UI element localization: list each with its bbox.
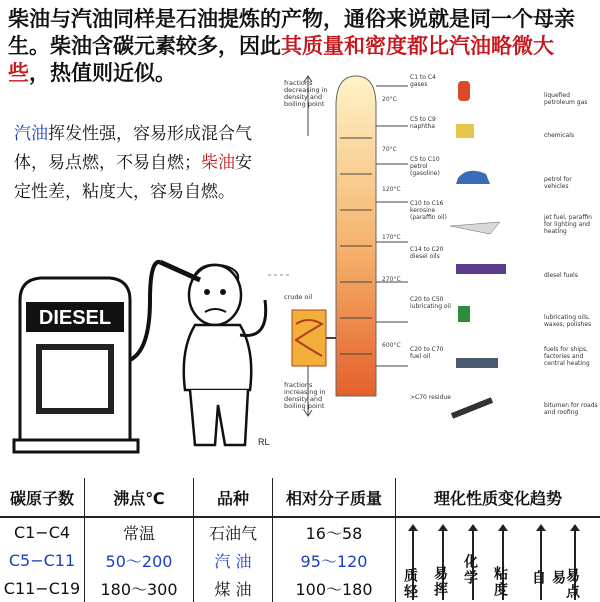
temp-270: 270°C xyxy=(382,276,401,283)
temp-120: 120°C xyxy=(382,186,401,193)
trend-3: 化学 xyxy=(460,554,480,586)
intro-part1: 柴油与汽油同样是石油提炼的产物，通俗来说就是同一个母亲生。柴油含碳元素较多，因此 xyxy=(8,7,575,58)
header-boiling: 沸点℃ xyxy=(85,478,194,517)
trend-4: 粘度 xyxy=(490,566,510,598)
gasoline-description: 挥发性强，容易形成混合气体，易点燃，不易自燃； xyxy=(14,124,252,173)
fractions-decreasing-label: fractions decreasing in density and boiling point xyxy=(284,80,328,108)
trend-5: 易自 xyxy=(528,570,568,600)
petroleum-properties-table xyxy=(0,478,600,602)
temp-20: 20°C xyxy=(382,96,397,103)
fraction-gases: C1 to C4 gases xyxy=(410,74,454,88)
table-header-row xyxy=(0,478,600,517)
use-jet-fuel: jet fuel, paraffin for lighting and heating xyxy=(544,214,598,235)
cell-mass: 95～120 xyxy=(273,546,396,574)
diesel-description: 安定性差，粘度大，容易自燃。 xyxy=(14,153,252,202)
cell-mass: 16～58 xyxy=(273,517,396,546)
product-icons xyxy=(450,81,506,416)
header-mass: 相对分子质量 xyxy=(273,478,396,517)
fraction-petrol: C5 to C10 petrol (gasoline) xyxy=(410,156,454,177)
header-trend: 理化性质变化趋势 xyxy=(396,478,600,517)
cell-carbon: C1−C4 xyxy=(0,517,85,546)
use-petrol: petrol for vehicles xyxy=(544,176,598,190)
fuel-comparison-note xyxy=(14,120,264,207)
temp-600: 600°C xyxy=(382,342,401,349)
trend-1: 质轻 xyxy=(400,568,420,600)
cell-carbon: C11−C19 xyxy=(0,574,85,602)
use-chemicals: chemicals xyxy=(544,132,598,139)
intro-highlight: 其质量和密度都比汽油略微大些 xyxy=(8,34,554,85)
gasoline-term: 汽油 xyxy=(14,124,48,144)
use-lpg: liquefied petroleum gas xyxy=(544,92,598,106)
artist-signature: RL xyxy=(258,437,270,447)
trend-2: 易挥 xyxy=(430,566,450,598)
trend-6: 易点 xyxy=(562,568,582,600)
cell-mass: 100～180 xyxy=(273,574,396,602)
crude-oil-label: crude oil xyxy=(284,294,324,301)
cell-boil: 180～300 xyxy=(85,574,194,602)
intro-part3: ，热值则近似。 xyxy=(29,61,176,85)
man-figure xyxy=(160,262,292,447)
use-bitumen: bitumen for roads and roofing xyxy=(544,402,598,416)
temp-70: 70°C xyxy=(382,146,397,153)
fraction-naphtha: C5 to C9 naphtha xyxy=(410,116,454,130)
cell-kind: 汽 油 xyxy=(194,546,273,574)
cell-kind: 石油气 xyxy=(194,517,273,546)
table-row xyxy=(0,517,600,546)
cell-kind: 煤 油 xyxy=(194,574,273,602)
use-diesel-fuels: diesel fuels xyxy=(544,272,598,279)
temp-170: 170°C xyxy=(382,234,401,241)
fraction-lubricating: C20 to C50 lubricating oil xyxy=(410,296,454,310)
diesel-pump-illustration xyxy=(14,262,160,452)
header-carbon: 碳原子数 xyxy=(0,478,85,517)
use-fuel-oil: fuels for ships, factories and central heating xyxy=(544,346,598,367)
fraction-diesel: C14 to C20 diesel oils xyxy=(410,246,454,260)
fractional-distillation-diagram xyxy=(278,66,600,450)
cell-boil: 50～200 xyxy=(85,546,194,574)
pump-label: DIESEL xyxy=(39,307,111,329)
header-kind: 品种 xyxy=(194,478,273,517)
diesel-pump-cartoon xyxy=(0,240,300,460)
use-lubricating: lubricating oils, waxes, polishes xyxy=(544,314,598,328)
fraction-fuel-oil: C20 to C70 fuel oil xyxy=(410,346,454,360)
diesel-term: 柴油 xyxy=(201,153,235,173)
cell-boil: 常温 xyxy=(85,517,194,546)
fraction-kerosine: C10 to C16 kerosine (paraffin oil) xyxy=(410,200,454,221)
fractions-increasing-label: fractions increasing in density and boiling point xyxy=(284,382,328,410)
cell-carbon: C5−C11 xyxy=(0,546,85,574)
fraction-residue: >C70 residue xyxy=(410,394,454,401)
